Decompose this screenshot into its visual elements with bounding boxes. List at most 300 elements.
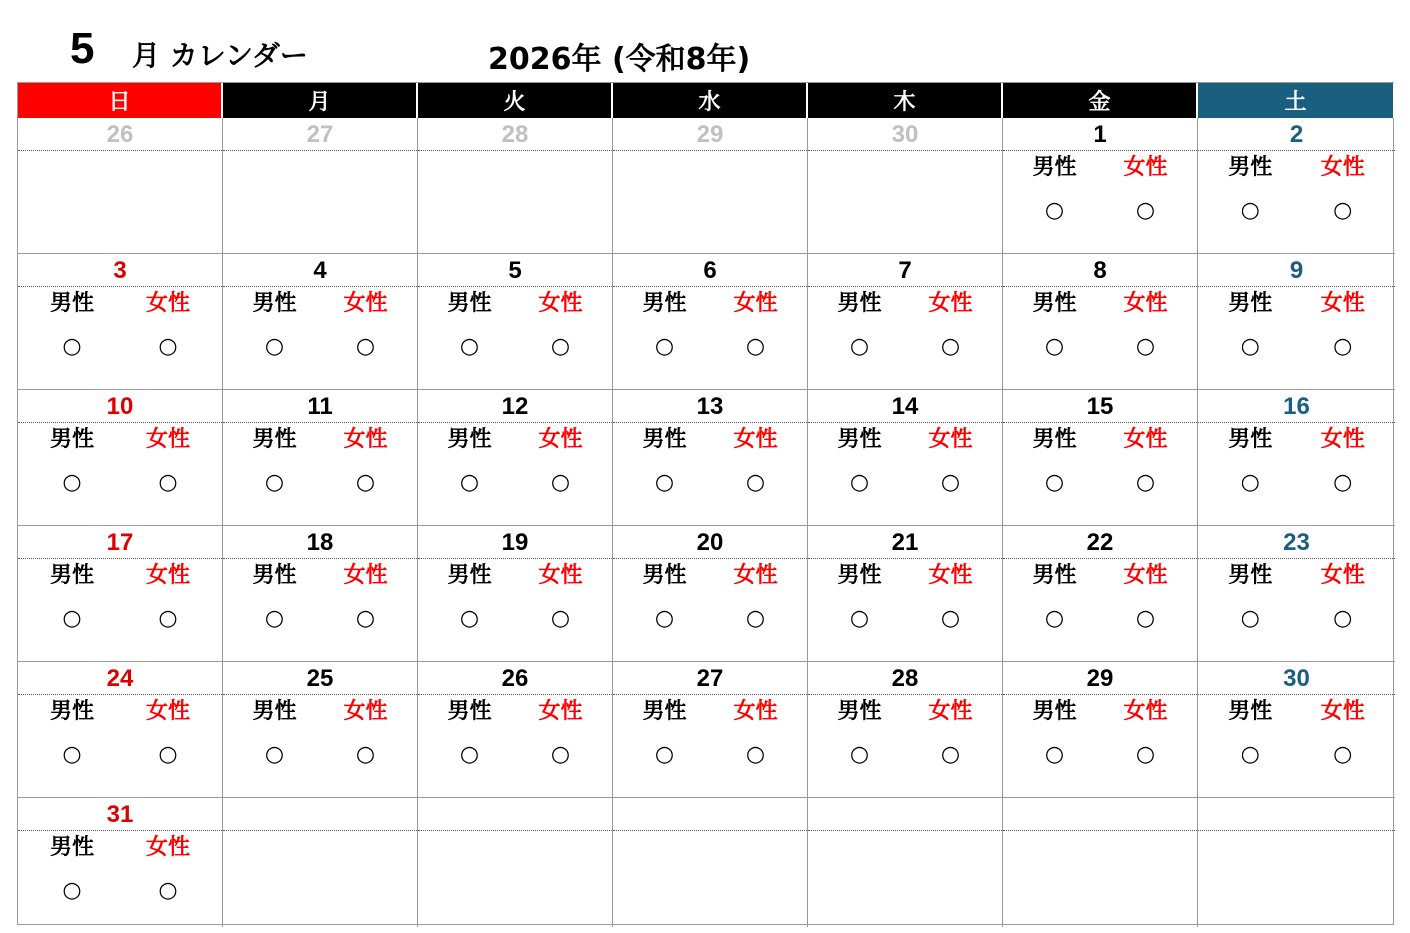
day-cell [418,254,613,390]
female-column [120,423,216,497]
day-cell [18,526,223,662]
gender-entries [1003,695,1197,769]
male-mark: ○ [264,742,285,767]
female-label: 女性 [1320,291,1365,316]
male-label: 男性 [252,563,297,588]
weekday-header-sun: 日 [18,83,223,118]
male-mark: ○ [264,334,285,359]
female-mark: ○ [1135,606,1156,631]
female-column [905,695,996,769]
male-mark: ○ [1044,334,1065,359]
day-number: 22 [1003,526,1197,559]
male-column [424,287,515,361]
female-column [515,287,606,361]
day-number: 30 [1198,662,1395,695]
male-column [24,423,120,497]
day-number: 14 [808,390,1002,423]
day-number: 27 [613,662,807,695]
female-column [320,559,411,633]
gender-entries [418,695,612,769]
female-column [120,831,216,905]
day-cell [1198,798,1395,927]
male-mark: ○ [62,470,82,495]
day-cell [613,118,808,254]
male-label: 男性 [1228,563,1273,588]
day-cell [418,526,613,662]
weekday-header-thu: 木 [808,83,1003,118]
gender-entries [18,287,222,361]
female-column [1100,151,1191,225]
male-column [619,559,710,633]
female-column [905,423,996,497]
year-title: 2026年 (令和8年) [488,42,751,77]
day-cell [418,390,613,526]
female-mark: ○ [1333,334,1353,359]
gender-entries [1003,423,1197,497]
female-label: 女性 [1320,563,1365,588]
female-mark: ○ [355,606,376,631]
male-mark: ○ [459,742,480,767]
female-column [905,559,996,633]
female-label: 女性 [538,291,583,316]
day-cell [1003,526,1198,662]
female-label: 女性 [928,699,973,724]
female-mark: ○ [550,606,571,631]
female-mark: ○ [355,742,376,767]
female-mark: ○ [355,470,376,495]
female-label: 女性 [733,291,778,316]
male-column [24,695,120,769]
female-mark: ○ [745,606,766,631]
day-cell [223,118,418,254]
male-mark: ○ [264,606,285,631]
day-cell [1003,662,1198,798]
female-mark: ○ [158,606,178,631]
female-column [905,287,996,361]
male-mark: ○ [62,334,82,359]
female-column [1297,287,1390,361]
male-label: 男性 [642,563,687,588]
gender-entries [1198,423,1395,497]
gender-entries [18,831,222,905]
female-label: 女性 [145,563,190,588]
day-cell [808,118,1003,254]
female-label: 女性 [1123,155,1168,180]
male-column [229,559,320,633]
female-column [320,423,411,497]
male-label: 男性 [837,563,882,588]
female-label: 女性 [733,563,778,588]
male-label: 男性 [837,427,882,452]
gender-entries [418,423,612,497]
male-column [814,695,905,769]
male-label: 男性 [1032,699,1077,724]
male-label: 男性 [447,427,492,452]
gender-entries [1003,559,1197,633]
male-label: 男性 [447,291,492,316]
female-mark: ○ [158,742,178,767]
female-column [515,695,606,769]
male-mark: ○ [1240,606,1260,631]
day-cell [418,662,613,798]
day-number: 4 [223,254,417,287]
female-label: 女性 [733,427,778,452]
day-cell [1003,118,1198,254]
female-mark: ○ [745,470,766,495]
male-mark: ○ [654,606,675,631]
female-mark: ○ [550,742,571,767]
male-column [424,423,515,497]
female-mark: ○ [940,334,961,359]
female-mark: ○ [940,470,961,495]
male-column [1204,423,1297,497]
day-number [1198,798,1395,831]
day-cell [808,254,1003,390]
gender-entries [613,423,807,497]
female-mark: ○ [1333,198,1353,223]
female-label: 女性 [733,699,778,724]
day-number [418,798,612,831]
male-column [24,287,120,361]
male-column [619,695,710,769]
weekday-header-sat: 土 [1198,83,1395,118]
weekday-header-tue: 火 [418,83,613,118]
female-label: 女性 [145,835,190,860]
day-number: 13 [613,390,807,423]
day-cell [808,390,1003,526]
day-cell [1198,118,1395,254]
male-mark: ○ [459,606,480,631]
female-mark: ○ [158,334,178,359]
gender-entries [1198,151,1395,225]
male-mark: ○ [654,334,675,359]
day-number: 25 [223,662,417,695]
calendar-grid [17,82,1394,925]
day-number: 29 [1003,662,1197,695]
female-mark: ○ [1135,742,1156,767]
female-column [515,423,606,497]
female-label: 女性 [538,699,583,724]
day-number: 31 [18,798,222,831]
male-label: 男性 [49,699,94,724]
male-column [229,695,320,769]
male-column [1009,423,1100,497]
day-cell [613,254,808,390]
male-mark: ○ [1240,334,1260,359]
male-column [424,559,515,633]
female-label: 女性 [538,427,583,452]
male-column [1009,559,1100,633]
female-column [1100,559,1191,633]
day-number: 20 [613,526,807,559]
female-column [120,695,216,769]
calendar-title: 月 カレンダー [132,39,308,72]
female-column [1100,423,1191,497]
gender-entries [1003,287,1197,361]
male-label: 男性 [252,699,297,724]
day-cell [223,254,418,390]
male-label: 男性 [642,291,687,316]
female-label: 女性 [145,291,190,316]
gender-entries [808,559,1002,633]
day-number: 2 [1198,118,1395,151]
female-column [1297,559,1390,633]
day-number: 24 [18,662,222,695]
male-mark: ○ [459,470,480,495]
male-mark: ○ [849,470,870,495]
day-cell [1003,798,1198,927]
female-label: 女性 [1320,155,1365,180]
male-label: 男性 [1032,563,1077,588]
day-cell [223,798,418,927]
female-column [1297,423,1390,497]
female-mark: ○ [940,742,961,767]
day-number [1003,798,1197,831]
male-column [1204,559,1297,633]
day-number: 15 [1003,390,1197,423]
male-column [814,287,905,361]
male-mark: ○ [1240,742,1260,767]
female-label: 女性 [343,291,388,316]
female-column [120,287,216,361]
day-cell [223,390,418,526]
female-mark: ○ [745,742,766,767]
weekday-header-mon: 月 [223,83,418,118]
day-number: 12 [418,390,612,423]
female-mark: ○ [550,334,571,359]
day-number [808,798,1002,831]
female-column [1297,695,1390,769]
day-cell [223,662,418,798]
day-number: 30 [808,118,1002,151]
female-label: 女性 [145,427,190,452]
female-mark: ○ [1135,334,1156,359]
male-label: 男性 [1228,427,1273,452]
gender-entries [223,423,417,497]
male-column [229,287,320,361]
day-cell [613,662,808,798]
male-mark: ○ [1044,606,1065,631]
female-label: 女性 [145,699,190,724]
day-number: 7 [808,254,1002,287]
gender-entries [18,559,222,633]
day-number: 16 [1198,390,1395,423]
gender-entries [18,695,222,769]
male-label: 男性 [1032,427,1077,452]
male-mark: ○ [849,742,870,767]
gender-entries [18,423,222,497]
male-label: 男性 [1032,291,1077,316]
female-mark: ○ [158,470,178,495]
day-cell [1003,390,1198,526]
day-cell [808,798,1003,927]
day-cell [18,798,223,927]
male-mark: ○ [1240,198,1260,223]
gender-entries [418,559,612,633]
female-column [1100,695,1191,769]
male-label: 男性 [49,563,94,588]
male-column [24,559,120,633]
female-column [710,423,801,497]
male-label: 男性 [49,835,94,860]
female-mark: ○ [745,334,766,359]
day-number: 21 [808,526,1002,559]
male-label: 男性 [642,699,687,724]
gender-entries [1003,151,1197,225]
male-label: 男性 [1228,699,1273,724]
gender-entries [1198,559,1395,633]
female-mark: ○ [158,878,178,903]
female-mark: ○ [1333,742,1353,767]
male-column [619,423,710,497]
gender-entries [613,287,807,361]
day-cell [1198,526,1395,662]
day-number: 28 [418,118,612,151]
male-column [814,559,905,633]
male-label: 男性 [447,699,492,724]
male-mark: ○ [62,878,82,903]
day-number: 8 [1003,254,1197,287]
day-cell [808,526,1003,662]
gender-entries [418,287,612,361]
female-column [710,287,801,361]
male-label: 男性 [447,563,492,588]
day-cell [613,526,808,662]
male-column [1009,695,1100,769]
female-label: 女性 [1123,291,1168,316]
day-number: 26 [418,662,612,695]
day-number [613,798,807,831]
male-mark: ○ [654,470,675,495]
day-number: 1 [1003,118,1197,151]
male-mark: ○ [1044,470,1065,495]
day-number: 6 [613,254,807,287]
female-column [320,287,411,361]
day-cell [418,118,613,254]
male-mark: ○ [264,470,285,495]
female-label: 女性 [928,291,973,316]
male-label: 男性 [49,291,94,316]
day-number: 28 [808,662,1002,695]
day-cell [18,662,223,798]
male-label: 男性 [1228,155,1273,180]
male-mark: ○ [1240,470,1260,495]
day-number: 23 [1198,526,1395,559]
day-number: 18 [223,526,417,559]
gender-entries [223,287,417,361]
male-mark: ○ [654,742,675,767]
day-number: 17 [18,526,222,559]
gender-entries [808,287,1002,361]
day-number: 9 [1198,254,1395,287]
female-column [120,559,216,633]
male-column [1204,287,1297,361]
day-cell [1198,390,1395,526]
gender-entries [613,559,807,633]
female-mark: ○ [1333,606,1353,631]
male-label: 男性 [1228,291,1273,316]
female-mark: ○ [940,606,961,631]
gender-entries [613,695,807,769]
male-column [229,423,320,497]
female-label: 女性 [538,563,583,588]
male-label: 男性 [1032,155,1077,180]
day-number: 5 [418,254,612,287]
day-cell [1198,254,1395,390]
day-cell [1003,254,1198,390]
day-cell [613,798,808,927]
female-mark: ○ [1135,198,1156,223]
weekday-header-fri: 金 [1003,83,1198,118]
male-mark: ○ [1044,198,1065,223]
day-cell [418,798,613,927]
female-label: 女性 [928,427,973,452]
day-number: 10 [18,390,222,423]
day-cell [808,662,1003,798]
female-column [320,695,411,769]
day-cell [18,390,223,526]
female-mark: ○ [550,470,571,495]
day-number [223,798,417,831]
gender-entries [1198,695,1395,769]
male-label: 男性 [252,427,297,452]
male-column [1204,151,1297,225]
female-column [710,695,801,769]
female-mark: ○ [1135,470,1156,495]
female-column [1297,151,1390,225]
male-mark: ○ [62,606,82,631]
male-label: 男性 [252,291,297,316]
male-label: 男性 [49,427,94,452]
male-column [424,695,515,769]
day-number: 3 [18,254,222,287]
male-column [1009,151,1100,225]
female-label: 女性 [1123,699,1168,724]
male-label: 男性 [837,699,882,724]
female-mark: ○ [1333,470,1353,495]
day-number: 11 [223,390,417,423]
male-mark: ○ [1044,742,1065,767]
female-mark: ○ [355,334,376,359]
gender-entries [223,559,417,633]
day-cell [1198,662,1395,798]
female-column [1100,287,1191,361]
day-cell [18,118,223,254]
gender-entries [808,423,1002,497]
day-cell [223,526,418,662]
gender-entries [223,695,417,769]
weekday-header-wed: 水 [613,83,808,118]
female-label: 女性 [1320,699,1365,724]
male-column [1204,695,1297,769]
male-mark: ○ [849,606,870,631]
female-label: 女性 [343,427,388,452]
male-mark: ○ [62,742,82,767]
female-column [515,559,606,633]
female-label: 女性 [928,563,973,588]
female-label: 女性 [343,699,388,724]
day-number: 27 [223,118,417,151]
female-label: 女性 [1123,563,1168,588]
month-number: 5 [70,24,95,73]
day-cell [18,254,223,390]
female-column [710,559,801,633]
day-cell [613,390,808,526]
male-label: 男性 [837,291,882,316]
male-column [1009,287,1100,361]
day-number: 26 [18,118,222,151]
female-label: 女性 [1123,427,1168,452]
